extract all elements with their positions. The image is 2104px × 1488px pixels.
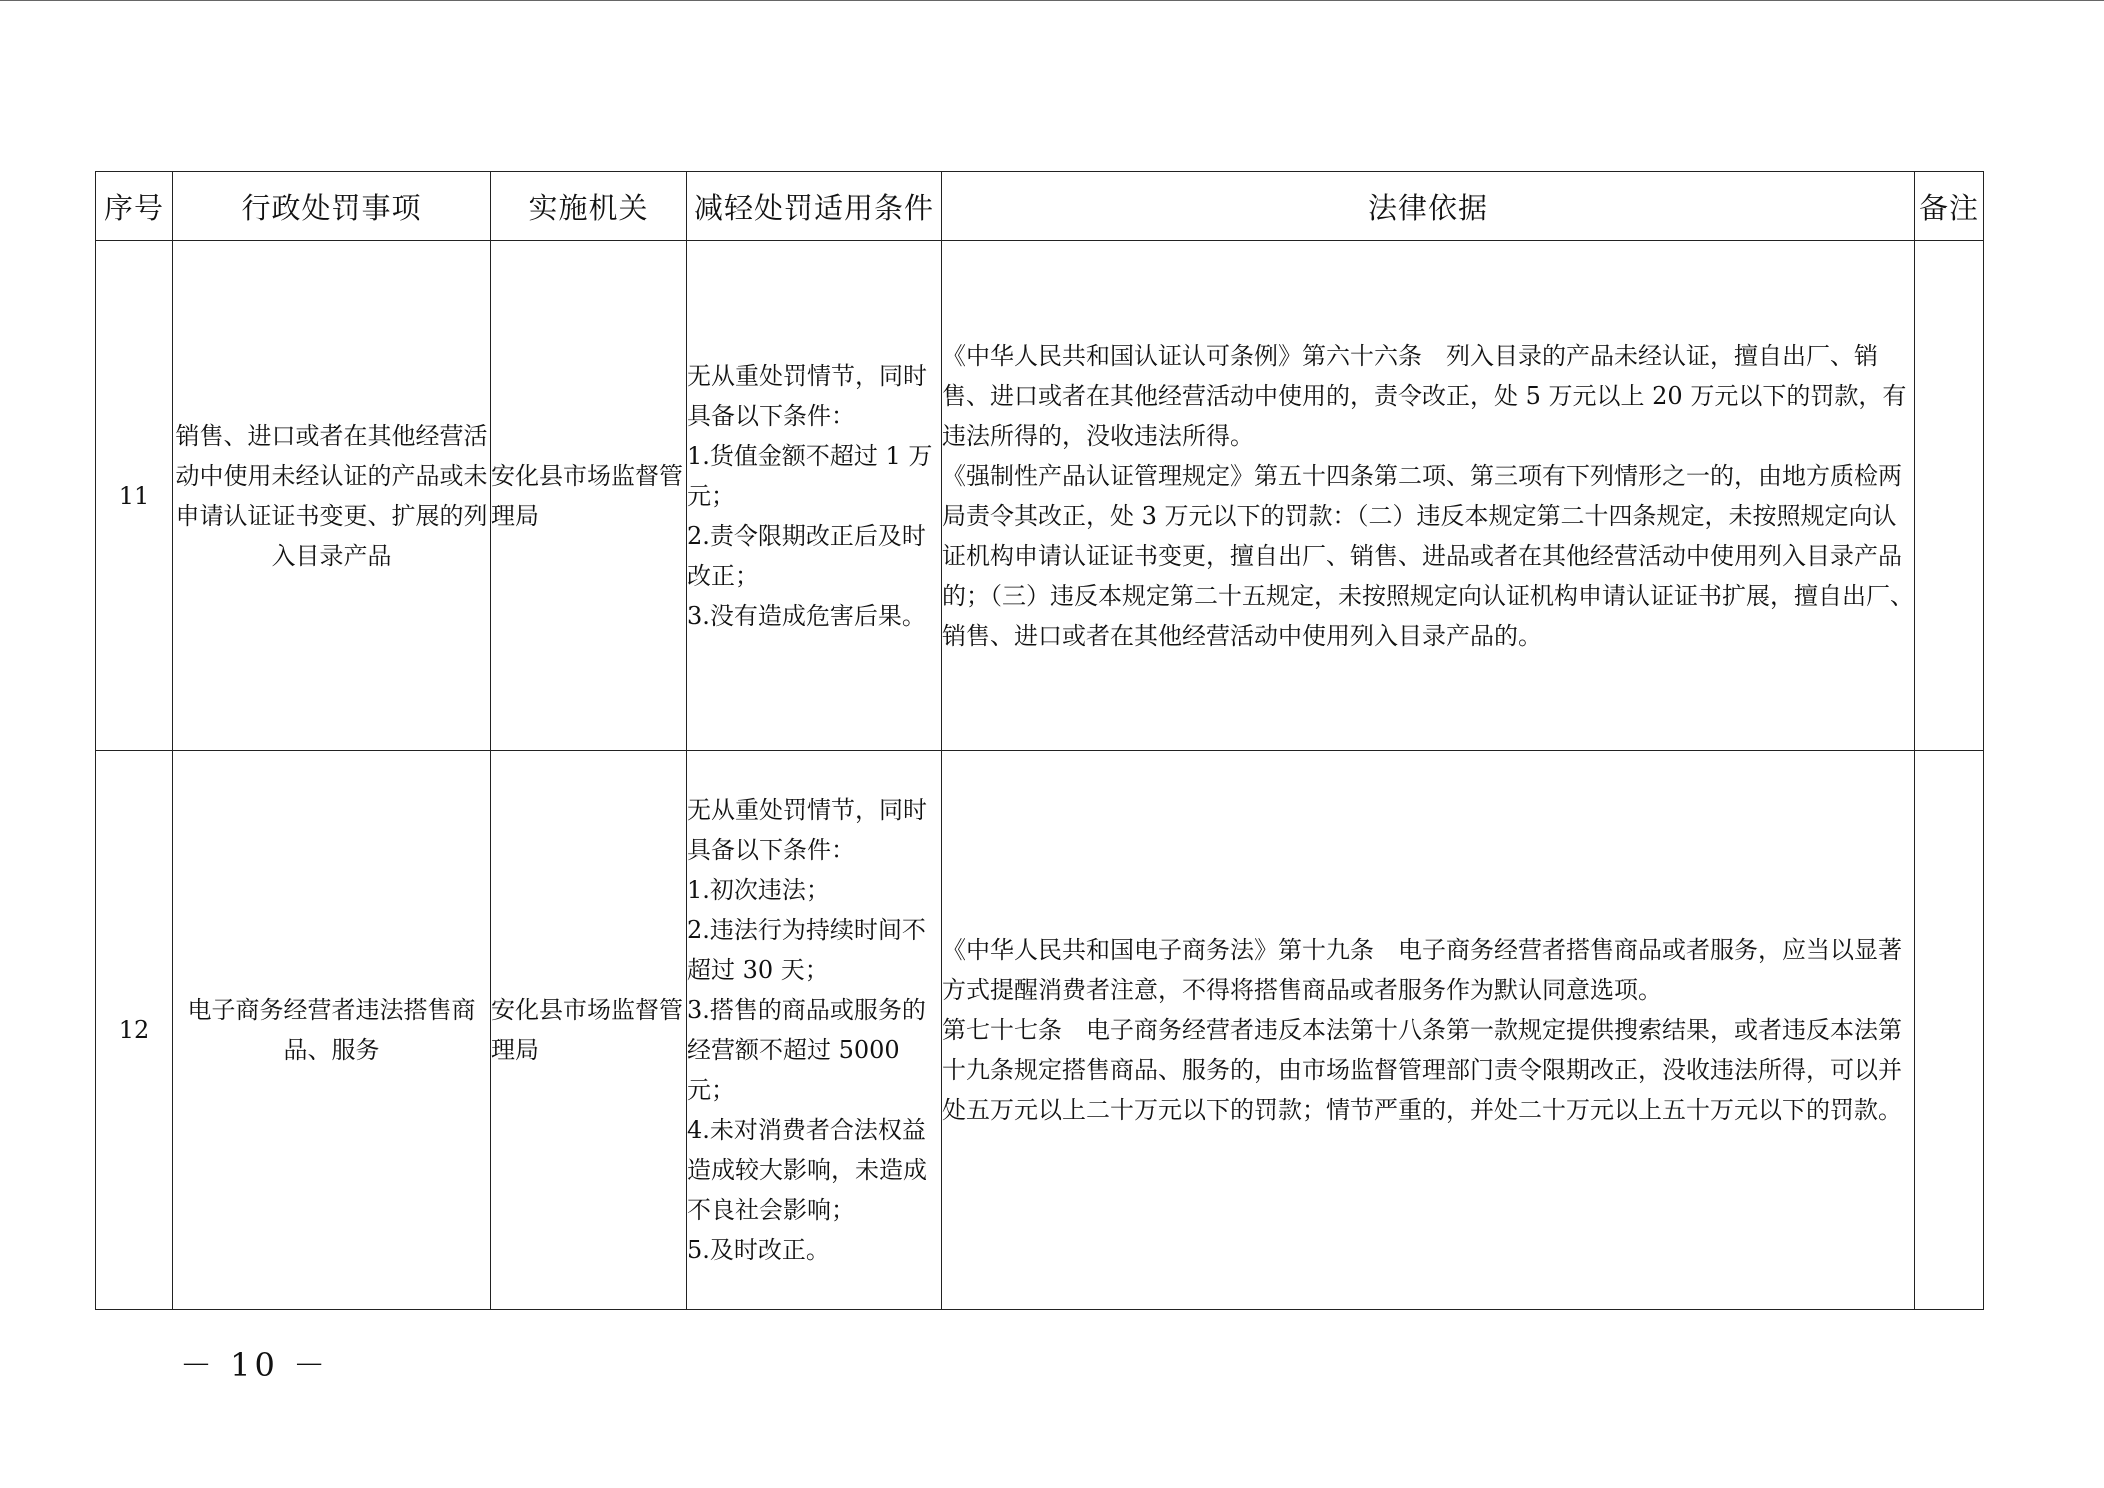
header-seq: 序号 — [96, 172, 173, 241]
penalty-item-text: 销售、进口或者在其他经营活动中使用未经认证的产品或未申请认证证书变更、扩展的列入目录产品 — [175, 421, 488, 570]
agency-text: 安化县市场监督管理局 — [491, 461, 683, 530]
row-conditions — [687, 751, 942, 1310]
page-number: － 10 － — [180, 1346, 330, 1384]
condition-line: 1.货值金额不超过 1 万元； — [687, 441, 933, 510]
header-remark: 备注 — [1915, 172, 1984, 241]
condition-line: 5.及时改正。 — [687, 1236, 830, 1264]
condition-line: 3.没有造成危害后果。 — [687, 601, 926, 630]
header-agency: 实施机关 — [491, 172, 687, 241]
header-conditions: 减轻处罚适用条件 — [687, 172, 942, 241]
row-penalty-item — [173, 751, 491, 1310]
row-conditions — [687, 241, 942, 751]
row-remark — [1915, 241, 1984, 751]
row-penalty-item — [173, 241, 491, 751]
row-agency — [491, 751, 687, 1310]
row-seq: 12 — [96, 751, 173, 1310]
agency-text: 安化县市场监督管理局 — [491, 996, 683, 1064]
table-header-row — [96, 172, 1984, 241]
row-legal-basis — [942, 241, 1915, 751]
condition-line: 无从重处罚情节，同时具备以下条件： — [687, 361, 927, 430]
condition-line: 无从重处罚情节，同时具备以下条件： — [687, 796, 927, 864]
row-remark — [1915, 751, 1984, 1310]
header-legal-basis: 法律依据 — [942, 172, 1915, 241]
page-top-border — [0, 0, 2104, 1]
condition-line: 2.违法行为持续时间不超过 30 天； — [687, 916, 926, 984]
row-agency — [491, 241, 687, 751]
condition-line: 3.搭售的商品或服务的经营额不超过 5000 元； — [687, 996, 926, 1104]
legal-basis-paragraph: 《中华人民共和国认证认可条例》第六十六条 列入目录的产品未经认证，擅自出厂、销售、进口或者在其他经营活动中使用的，责令改正，处 5 万元以上 20 万元以下的罚款，有违法所得的，没收违法所得。 — [942, 341, 1907, 450]
header-penalty-item: 行政处罚事项 — [173, 172, 491, 241]
condition-line: 4.未对消费者合法权益造成较大影响，未造成不良社会影响； — [687, 1116, 927, 1224]
condition-line: 2.责令限期改正后及时改正； — [687, 521, 926, 590]
penalty-item-text: 电子商务经营者违法搭售商品、服务 — [187, 996, 476, 1064]
table-row — [96, 751, 1984, 1310]
table-row — [96, 241, 1984, 751]
legal-basis-paragraph: 《强制性产品认证管理规定》第五十四条第二项、第三项有下列情形之一的，由地方质检两局责令其改正，处 3 万元以下的罚款：（二）违反本规定第二十四条规定，未按照规定向认证机构申请认证证书变更，擅自出厂、销售、进品或者在其他经营活动中使用列入目录产品的；（三）违反本规定第二十五规定，未按照规定向认证机构申请认证证书扩展，擅自出厂、销售、进口或者在其他经营活动中使用列入目录产品的。 — [942, 461, 1914, 650]
penalty-reduction-table — [95, 171, 1984, 1310]
row-seq: 11 — [96, 241, 173, 751]
legal-basis-paragraph: 第七十七条 电子商务经营者违反本法第十八条第一款规定提供搜索结果，或者违反本法第十九条规定搭售商品、服务的，由市场监督管理部门责令限期改正，没收违法所得，可以并处五万元以上二十万元以下的罚款；情节严重的，并处二十万元以上五十万元以下的罚款。 — [942, 1016, 1902, 1124]
legal-basis-paragraph: 《中华人民共和国电子商务法》第十九条 电子商务经营者搭售商品或者服务，应当以显著方式提醒消费者注意，不得将搭售商品或者服务作为默认同意选项。 — [942, 936, 1902, 1004]
row-legal-basis — [942, 751, 1915, 1310]
condition-line: 1.初次违法； — [687, 876, 830, 904]
